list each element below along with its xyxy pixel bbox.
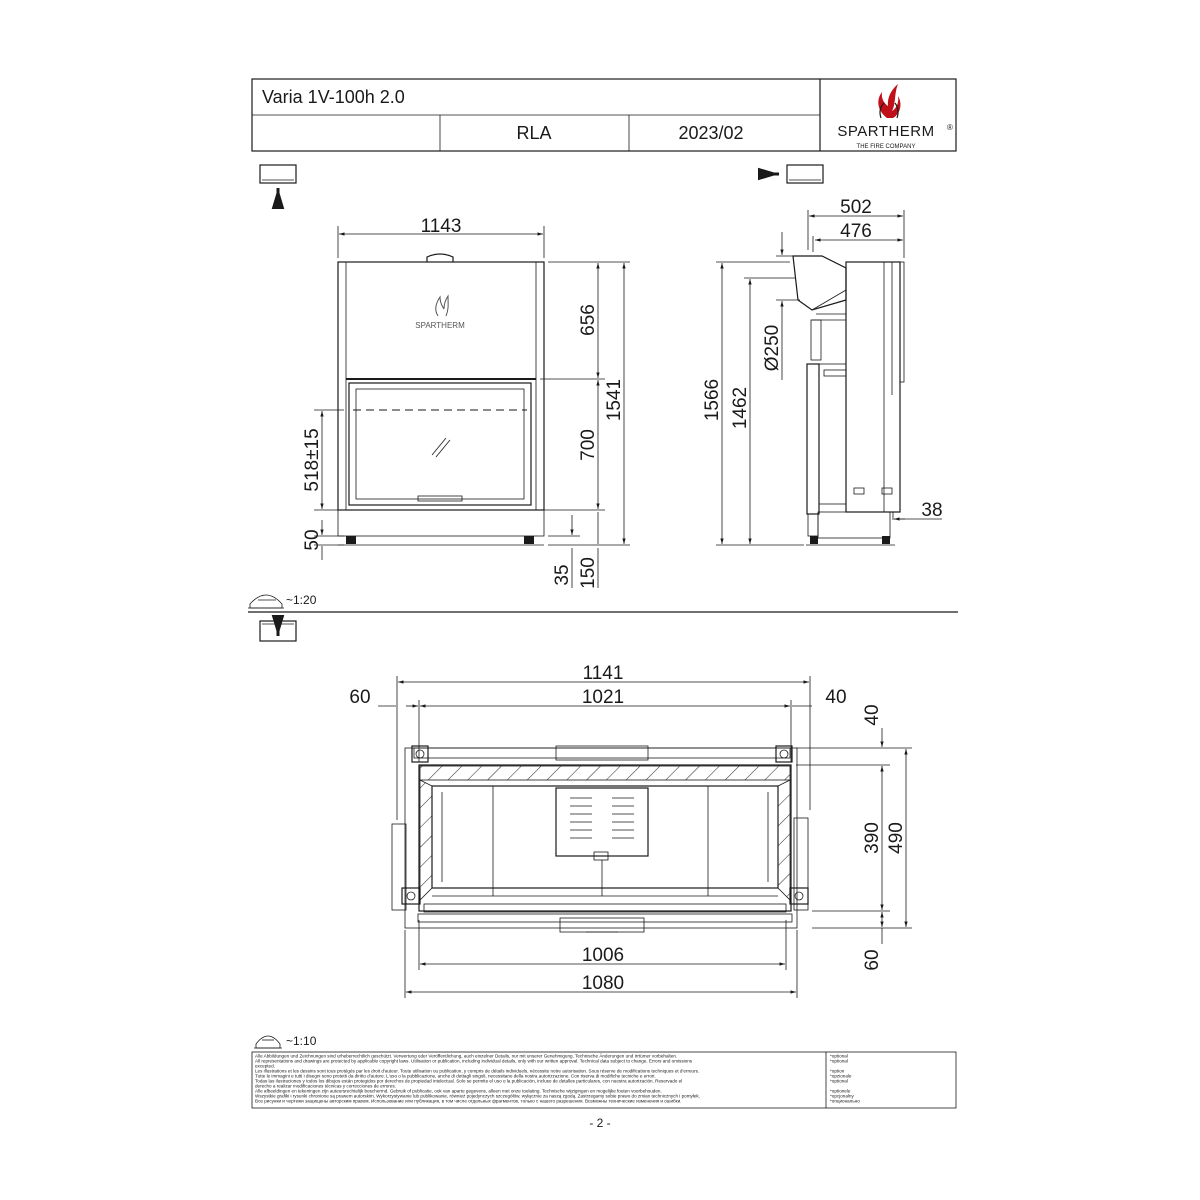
page-number: - 2 -: [589, 1116, 611, 1130]
option-label: *optionele: [830, 1088, 851, 1094]
side-view: [702, 197, 943, 545]
dim-opening-height: 518±15: [302, 428, 323, 492]
drawing-date: 2023/02: [678, 123, 744, 143]
title-block: [252, 79, 956, 151]
dim-door-height: 700: [578, 429, 599, 461]
dim-top-right-offset: 40: [825, 687, 847, 708]
dim-front-total-height: 1541: [604, 378, 625, 422]
dim-base-large: 150: [578, 557, 599, 589]
dim-flue-diameter: Ø250: [762, 324, 783, 372]
view-symbol-top: [260, 621, 296, 641]
dim-top-inner-depth: 390: [862, 822, 883, 854]
brand-tagline: THE FIRE COMPANY: [856, 144, 916, 150]
dim-top-left-offset: 60: [349, 687, 371, 708]
disclaimer-box: [252, 1052, 956, 1108]
dim-top-outer-depth: 490: [886, 822, 907, 854]
dim-base-small: 35: [552, 564, 573, 586]
dim-upper-height: 656: [578, 304, 599, 336]
view-symbol-front: [260, 165, 296, 205]
drawing-code: RLA: [516, 123, 552, 143]
disclaimer-line: Les illustrations et les dessins sont tous protégés par les droit d'auteur. Toute utilisation ou publication, y compris de détails individuels, nécessite notre autorisation. Sous réserve de modifications techniques et d'erreurs.: [255, 1068, 700, 1074]
scale-lower-text: ~1:10: [286, 1034, 317, 1048]
front-view: [302, 216, 630, 589]
option-label: *opzionale: [830, 1073, 852, 1079]
front-panel-logo: [415, 296, 465, 330]
disclaimer-line: derecho a realizar modificaciones técnicas y correcciones de errores.: [255, 1083, 396, 1089]
scale-upper-text: ~1:20: [286, 593, 317, 607]
option-label: *opcjonalny: [830, 1093, 854, 1099]
dim-top-bottom-offset: 60: [862, 949, 883, 971]
dim-side-depth-outer: 502: [840, 197, 872, 218]
view-symbol-side: [760, 165, 823, 183]
dim-base-width: 1080: [581, 973, 625, 994]
model-name: Varia 1V-100h 2.0: [262, 87, 405, 107]
disclaimer-line: Tutte le immagini e tutti i disegni sono protetti da diritto d'autore. L'uso o la pubblicazione, anche di dettagli singoli, necessitano della nostra autorizzazione. Con riserva di modifiche tecniche e errori.: [255, 1073, 656, 1079]
dim-front-width: 1143: [420, 216, 462, 237]
dim-side-total-height: 1566: [702, 378, 723, 422]
disclaimer-line: Wszystkie grafiki i rysunki chronione są prawem autorskim. Wykorzystywanie lub publikowanie, również pojedynczych szczegółów, wyłącznie za naszą zgodą. Zastrzegamy sobie prawo do zmian technicznych i pomyłek.: [255, 1093, 700, 1099]
dim-foot-offset: 38: [921, 500, 943, 521]
option-label: *optional: [830, 1053, 848, 1059]
option-label: *опционально: [830, 1098, 860, 1104]
dim-foot-height: 50: [302, 529, 323, 551]
disclaimer-line: Todas las ilustraciones y todos los dibujos están protegidos por derechos de propiedad intelectual. Solo se permite el uso o la publicación, incluso de detalles particulares, con nuestra autorización. Reservado el: [255, 1078, 683, 1084]
dim-side-depth-inner: 476: [840, 221, 872, 242]
scale-indicator-lower: [254, 1034, 317, 1048]
scale-indicator-upper: [248, 593, 317, 608]
top-view: [349, 663, 912, 998]
disclaimer-line: Alle Abbildungen und Zeichnungen sind urheberrechtlich geschützt. Verwertung oder Veröffentlichung, auch einzelner Details, nur mit unserer Genehmigung. Technische Änderungen und Irrtümer vorbehalten.: [255, 1053, 678, 1059]
option-label: *optional: [830, 1058, 848, 1064]
option-label: *optional: [830, 1078, 848, 1084]
disclaimer-line: excepted.: [255, 1063, 275, 1069]
disclaimer-line: Alle afbeeldingen en tekeningen zijn auteursrechtelijk beschermd. Gebruik of publicatie, ook van aparte gegevens, alleen met onze toelating. Technische wijzigingen en mogelijke fouten voorbehouden.: [255, 1088, 662, 1094]
brand-registered: ®: [947, 123, 953, 132]
dim-top-offset: 40: [862, 704, 883, 726]
dim-front-width-lower: 1006: [581, 945, 625, 966]
front-logo-text: SPARTHERM: [415, 321, 465, 330]
dim-top-width-inner: 1021: [581, 687, 625, 708]
brand-name: SPARTHERM: [837, 123, 935, 140]
dim-top-width-outer: 1141: [582, 663, 624, 684]
disclaimer-line: All representations and drawings are protected by applicable copyright laws. Utilisation or publication, including individual details, only with our written approval. Technical data subject to change. Errors and omissions: [255, 1058, 693, 1064]
option-label: *option: [830, 1068, 845, 1074]
dim-flue-height: 1462: [730, 386, 751, 430]
disclaimer-line: Все рисунки и чертежи защищены авторским правом. Использование или публикация, в том числе отдельных фрагментов, только с нашего разрешения. Возможны технические изменения и ошибки.: [255, 1098, 682, 1104]
spartherm-logo: [837, 84, 953, 150]
grate-slats: [570, 798, 634, 838]
